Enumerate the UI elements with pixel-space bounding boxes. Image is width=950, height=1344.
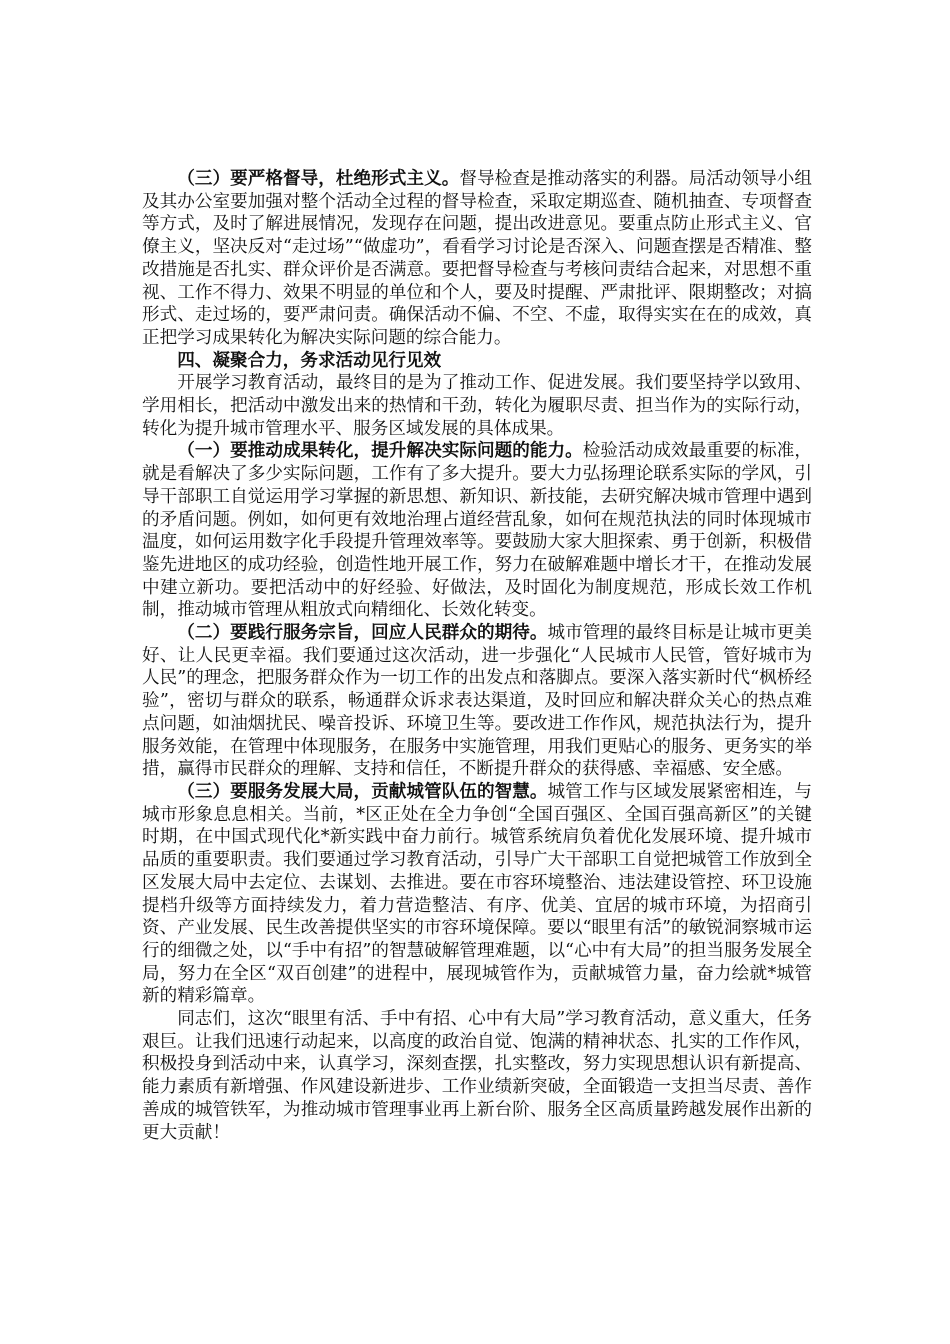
paragraph-section-intro	[142, 372, 812, 440]
paragraph-text: 城管工作与区域发展紧密相连，与城市形象息息相关。当前，*区正处在全力争创“全国百强区、全国百强高新区”的关键时期，在中国式现代化*新实践中奋力前行。城管系统肩负着优化发展环境、提升城市品质的重要职责。我们要通过学习教育活动，引导广大干部职工自觉把城管工作放到全区发展大局中去定位、去谋划、去推进。要在市容环境整治、违法建设管控、环卫设施提档升级等方面持续发力，着力营造整洁、有序、优美、宜居的城市环境，为招商引资、产业发展、民生改善提供坚实的市容环境保障。要以“眼里有活”的敏锐洞察城市运行的细微之处，以“手中有招”的智慧破解管理难题，以“心中有大局”的担当服务发展全局，努力在全区“双百创建”的进程中，展现城管作为，贡献城管力量，奋力绘就*城管新的精彩篇章。	[142, 781, 812, 1007]
paragraph-lead: （三）要严格督导，杜绝形式主义。	[177, 168, 460, 189]
paragraph-text: 城市管理的最终目标是让城市更美好、让人民更幸福。我们要通过这次活动，进一步强化“人民城市人民管，管好城市为人民”的理念，把服务群众作为一切工作的出发点和落脚点。要深入落实新时代“枫桥经验”，密切与群众的联系，畅通群众诉求表达渠道，及时回应和解决群众关心的热点难点问题，如油烟扰民、噪音投诉、环境卫生等。要改进工作作风，规范执法行为，提升服务效能，在管理中体现服务，在服务中实施管理，用我们更贴心的服务、更务实的举措，赢得市民群众的理解、支持和信任，不断提升群众的获得感、幸福感、安全感。	[142, 623, 812, 780]
paragraph-overall-development	[142, 781, 812, 1008]
paragraph-lead: （二）要践行服务宗旨，回应人民群众的期待。	[177, 622, 548, 644]
paragraph-service-purpose	[142, 622, 812, 781]
paragraph-closing	[142, 1008, 812, 1144]
paragraph-text: 开展学习教育活动，最终目的是为了推动工作、促进发展。我们要坚持学以致用、学用相长，把活动中激发出来的热情和干劲，转化为履职尽责、担当作为的实际行动，转化为提升城市管理水平、服务区域发展的具体成果。	[142, 373, 812, 439]
paragraph-results-conversion	[142, 440, 812, 622]
paragraph-lead: （一）要推动成果转化，提升解决实际问题的能力。	[177, 440, 583, 462]
paragraph-supervision	[142, 168, 812, 350]
section-heading-four: 四、凝聚合力，务求活动见行见效	[177, 349, 442, 371]
paragraph-text: 同志们，这次“眼里有活、手中有招、心中有大局”学习教育活动，意义重大，任务艰巨。让我们迅速行动起来，以高度的政治自觉、饱满的精神状态、扎实的工作作风，积极投身到活动中来，认真学习，深刻查摆，扎实整改，努力实现思想认识有新提高、能力素质有新增强、作风建设新进步、工作业绩新突破，全面锻造一支担当尽责、善作善成的城管铁军，为推动城市管理事业再上新台阶、服务全区高质量跨越发展作出新的更大贡献！	[142, 1009, 812, 1143]
document-body	[142, 168, 812, 1144]
paragraph-lead: （三）要服务发展大局，贡献城管队伍的智慧。	[177, 780, 548, 802]
paragraph-text: 督导检查是推动落实的利器。局活动领导小组及其办公室要加强对整个活动全过程的督导检查，采取定期巡查、随机抽查、专项督查等方式，及时了解进展情况，发现存在问题，提出改进意见。要重点防止形式主义、官僚主义，坚决反对“走过场”“做虚功”，看看学习讨论是否深入、问题查摆是否精准、整改措施是否扎实、群众评价是否满意。要把督导检查与考核问责结合起来，对思想不重视、工作不得力、效果不明显的单位和个人，要及时提醒、严肃批评、限期整改；对搞形式、走过场的，要严肃问责。确保活动不偏、不空、不虚，取得实实在在的成效，真正把学习成果转化为解决实际问题的综合能力。	[142, 169, 812, 348]
paragraph-text: 检验活动成效最重要的标准，就是看解决了多少实际问题，工作有了多大提升。要大力弘扬理论联系实际的学风，引导干部职工自觉运用学习掌握的新思想、新知识、新技能，去研究解决城市管理中遇到的矛盾问题。例如，如何更有效地治理占道经营乱象，如何在规范执法的同时体现城市温度，如何运用数字化手段提升管理效率等。要鼓励大家大胆探索、勇于创新，积极借鉴先进地区的成功经验，创造性地开展工作，努力在破解难题中增长才干，在推动发展中建立新功。要把活动中的好经验、好做法，及时固化为制度规范，形成长效工作机制，推动城市管理从粗放式向精细化、长效化转变。	[142, 441, 812, 621]
